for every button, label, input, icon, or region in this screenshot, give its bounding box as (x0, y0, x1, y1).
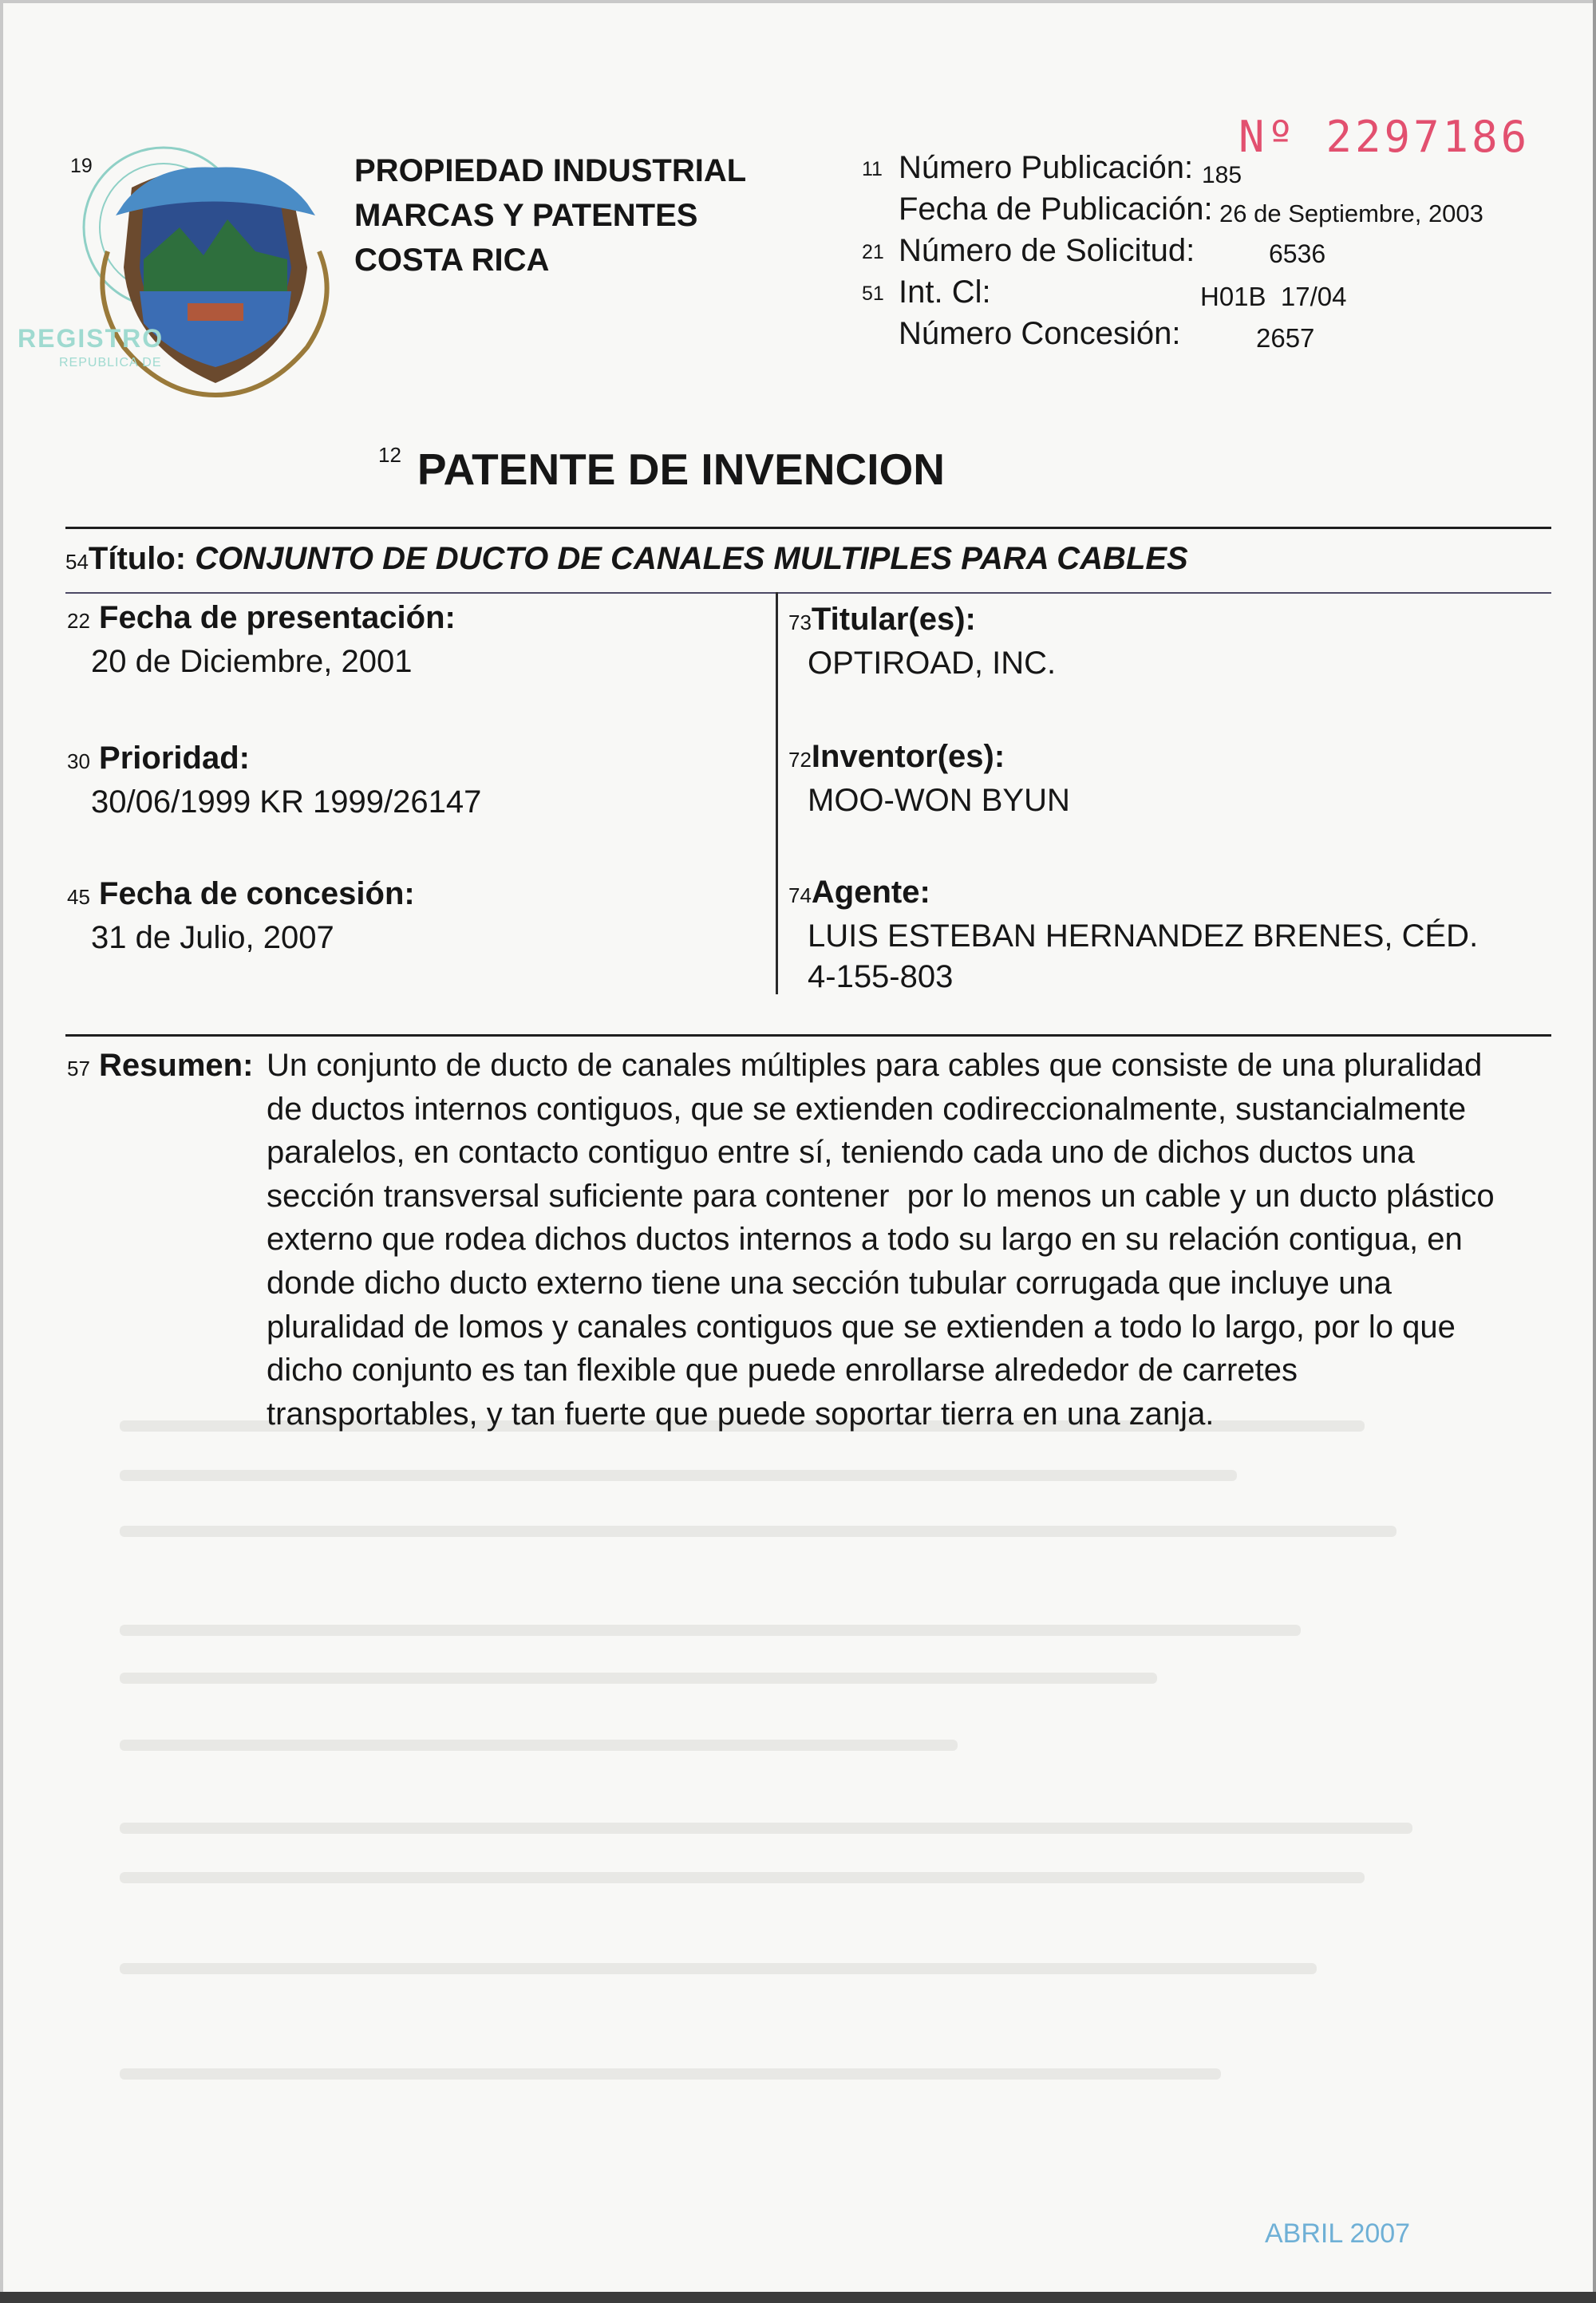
field-code: 22 (67, 609, 90, 633)
document-type-heading (378, 444, 945, 495)
field-label: Inventor(es): (811, 739, 1005, 774)
field-value: OPTIROAD, INC. (808, 646, 1057, 681)
bleed-through-line (120, 1625, 1301, 1636)
code-value: 6536 (1269, 239, 1326, 268)
code-value: 2657 (1256, 323, 1315, 353)
abstract-line: Un conjunto de ducto de canales múltiples para cables que consiste de una pluralidad (267, 1048, 1483, 1083)
org-line: PROPIEDAD INDUSTRIAL (354, 153, 747, 188)
bleed-through-line (120, 1963, 1317, 1974)
code-row (859, 313, 1537, 354)
abstract-line: paralelos, en contacto contiguo entre sí, teniendo cada uno de dichos ductos una (267, 1135, 1415, 1171)
abstract-line: donde dicho ducto externo tiene una sección tubular corrugada que incluye una (267, 1265, 1392, 1301)
abstract-code: 57 (67, 1057, 90, 1080)
bleed-through-line (120, 1470, 1237, 1481)
abstract-body (267, 1044, 1596, 1436)
field-value: 31 de Julio, 2007 (91, 920, 334, 955)
divider-line (65, 1034, 1551, 1037)
field-code: 72 (788, 748, 812, 772)
abstract-line: pluralidad de lomos y canales contiguos que se extienden a todo lo largo, por lo que (267, 1309, 1456, 1345)
code-number: 51 (862, 282, 884, 305)
field-code: 45 (67, 885, 90, 909)
abstract-line: dicho conjunto es tan flexible que puede enrollarse alrededor de carretes (267, 1353, 1298, 1389)
code-value: H01B 17/04 (1200, 282, 1347, 311)
document-type-text: PATENTE DE INVENCION (417, 444, 945, 494)
org-line: MARCAS Y PATENTES (354, 198, 698, 233)
page-edge (1593, 0, 1596, 2303)
field-fecha-presentacion (67, 600, 456, 680)
page-edge (0, 2292, 1596, 2303)
field-label: Fecha de presentación: (99, 600, 456, 635)
code-label: Número de Solicitud: (899, 233, 1195, 268)
field-label: Prioridad: (99, 741, 250, 776)
code-row (859, 271, 1537, 313)
code-row (859, 188, 1537, 230)
bleed-through-line (120, 1526, 1396, 1537)
field-prioridad (67, 741, 481, 820)
publication-codes (859, 147, 1537, 354)
bleed-through-line (120, 2068, 1221, 2080)
serial-number-stamp: Nº 2297186 (1238, 112, 1531, 162)
divider-line (65, 527, 1551, 529)
registro-stamp-subtext: REPUBLICA DE (59, 356, 162, 369)
title-value: CONJUNTO DE DUCTO DE CANALES MULTIPLES PARA CABLES (195, 541, 1188, 576)
footer-date: ABRIL 2007 (1265, 2218, 1411, 2249)
field-value: 20 de Diciembre, 2001 (91, 644, 413, 679)
field-code: 74 (788, 883, 812, 907)
abstract-heading (67, 1044, 253, 1091)
field-value: MOO-WON BYUN (808, 783, 1070, 818)
field-value-line: LUIS ESTEBAN HERNANDEZ BRENES, CÉD. (808, 918, 1479, 954)
field-fecha-concesion (67, 876, 415, 956)
code-value: 26 de Septiembre, 2003 (1219, 199, 1483, 227)
field-code: 30 (67, 749, 90, 773)
bleed-through-line (120, 1823, 1412, 1834)
code-number: 11 (862, 158, 883, 180)
code-label: Fecha de Publicación: (899, 192, 1213, 227)
code-row (859, 147, 1537, 188)
abstract-line: sección transversal suficiente para contener por lo menos un cable y un ducto plástico (267, 1178, 1495, 1214)
abstract-line: de ductos internos contiguos, que se extienden codireccionalmente, sustancialmente (267, 1091, 1467, 1127)
title-row (65, 541, 1188, 577)
field-agente (788, 875, 1478, 995)
code-label: Número Concesión: (899, 316, 1181, 351)
field-titular (788, 602, 1056, 681)
code-value: 185 (1202, 162, 1242, 188)
field-inventor (788, 739, 1070, 819)
code-label: Número Publicación: (899, 150, 1194, 185)
registro-stamp-text: REGISTRO (18, 324, 164, 353)
abstract-line: externo que rodea dichos ductos internos a todo su largo en su relación contigua, en (267, 1222, 1463, 1258)
divider-line (65, 592, 1551, 594)
document-type-code: 12 (378, 443, 401, 467)
field-label: Agente: (811, 875, 930, 910)
code-number: 21 (862, 241, 884, 263)
org-line: COSTA RICA (354, 243, 550, 278)
title-label: Título: (88, 541, 187, 576)
organisation-block (354, 148, 746, 282)
field-value: 30/06/1999 KR 1999/26147 (91, 784, 482, 820)
title-code: 54 (65, 550, 89, 574)
field-value-line: 4-155-803 (808, 959, 954, 994)
field-code: 73 (788, 610, 812, 634)
code-label: Int. Cl: (899, 275, 991, 310)
bleed-through-line (120, 1872, 1365, 1883)
bleed-through-line (120, 1673, 1157, 1684)
emblem-code: 19 (70, 155, 93, 177)
field-label: Titular(es): (811, 602, 976, 637)
code-row (859, 230, 1537, 271)
abstract-line: transportables, y tan fuerte que puede soportar tierra en una zanja. (267, 1396, 1215, 1432)
field-label: Fecha de concesión: (99, 876, 415, 911)
abstract-label: Resumen: (99, 1048, 254, 1083)
column-divider (776, 592, 778, 994)
bleed-through-line (120, 1740, 958, 1751)
